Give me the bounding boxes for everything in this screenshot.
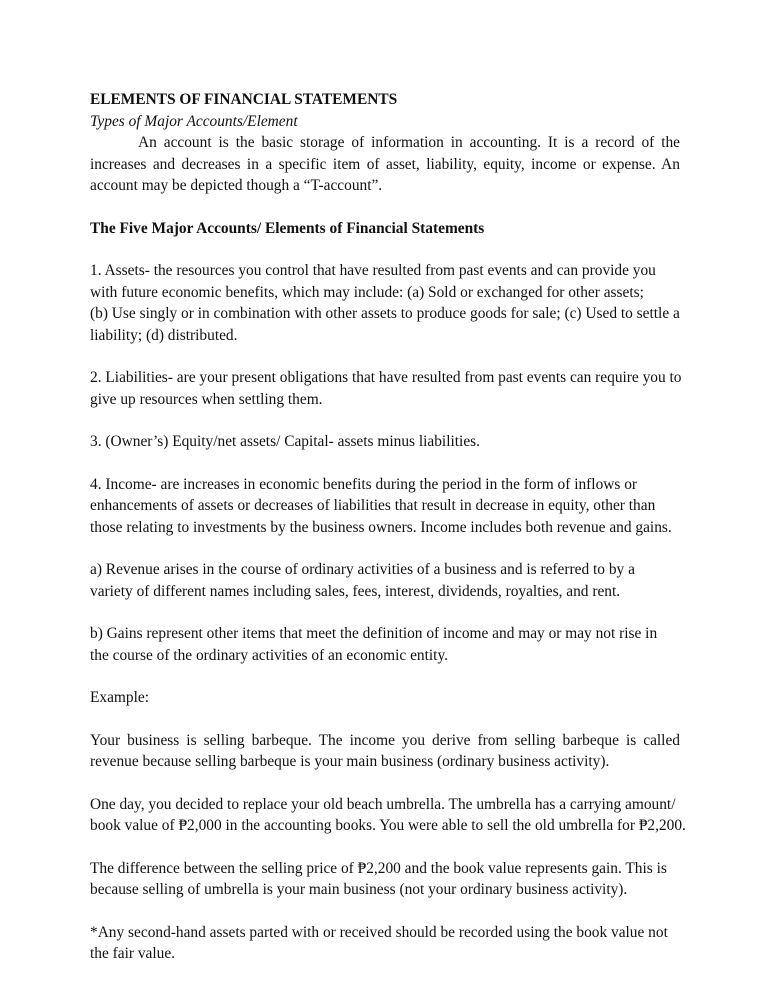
gains-paragraph: [90, 623, 680, 666]
assets-line-1: 1. Assets- the resources you control that have resulted from past events and can provide you: [90, 262, 656, 279]
book-value-note-line-2: the fair value.: [90, 945, 176, 962]
example-gain-line-1: The difference between the selling price of ₱2,200 and the book value represents gain. This is: [90, 859, 667, 877]
liabilities-line-2: give up resources when settling them.: [90, 390, 323, 408]
income-paragraph: [90, 474, 680, 539]
example-umbrella-paragraph: [90, 794, 686, 837]
assets-paragraph: [90, 260, 680, 346]
section-heading: The Five Major Accounts/ Elements of Financial Statements: [90, 219, 485, 237]
equity-paragraph: 3. (Owner’s) Equity/net assets/ Capital- assets minus liabilities.: [90, 433, 480, 450]
revenue-line-1: a) Revenue arises in the course of ordinary activities of a business and is referred to by a: [90, 561, 635, 578]
document-subtitle: Types of Major Accounts/Element: [90, 112, 298, 130]
document-content: [90, 89, 686, 965]
gains-line-1: b) Gains represent other items that meet the definition of income and may or may not rise in: [90, 625, 658, 642]
liabilities-paragraph: [90, 367, 680, 410]
liabilities-line-1: 2. Liabilities- are your present obligations that have resulted from past events can require you to: [90, 369, 682, 386]
revenue-line-2: variety of different names including sales, fees, interest, dividends, royalties, and rent.: [90, 582, 621, 600]
example-gain-line-2: because selling of umbrella is your main business (not your ordinary business activity).: [90, 881, 628, 898]
intro-paragraph: An account is the basic storage of information in accounting. It is a record of the increases and decreases in a specific item of asset, liability, equity, income or expense. An account may be depicted though a “T-account”.: [90, 134, 680, 194]
example-gain-paragraph: [90, 858, 680, 901]
book-value-note-line-1: *Any second-hand assets parted with or received should be recorded using the book value not: [90, 923, 668, 941]
assets-line-3: (b) Use singly or in combination with other assets to produce goods for sale; (c) Used to settle a: [90, 305, 680, 322]
example-umbrella-line-2: book value of ₱2,000 in the accounting books. You were able to sell the old umbrella for ₱2,200.: [90, 817, 686, 834]
gains-line-2: the course of the ordinary activities of an economic entity.: [90, 646, 448, 664]
assets-line-4: liability; (d) distributed.: [90, 326, 238, 344]
example-umbrella-line-1: One day, you decided to replace your old beach umbrella. The umbrella has a carrying amount/: [90, 795, 676, 813]
income-line-2: enhancements of assets or decreases of liabilities that result in decrease in equity, other than: [90, 497, 656, 514]
assets-line-2: with future economic benefits, which may include: (a) Sold or exchanged for other assets;: [90, 283, 644, 301]
income-line-3: those relating to investments by the business owners. Income includes both revenue and gains.: [90, 518, 672, 536]
book-value-note: [90, 922, 680, 965]
example-label: Example:: [90, 689, 149, 706]
document-title: ELEMENTS OF FINANCIAL STATEMENTS: [90, 91, 398, 108]
example-barbeque-paragraph: Your business is selling barbeque. The income you derive from selling barbeque is called revenue because selling barbeque is your main business (ordinary business activity).: [90, 731, 680, 770]
revenue-paragraph: [90, 559, 680, 602]
income-line-1: 4. Income- are increases in economic benefits during the period in the form of inflows or: [90, 475, 638, 493]
